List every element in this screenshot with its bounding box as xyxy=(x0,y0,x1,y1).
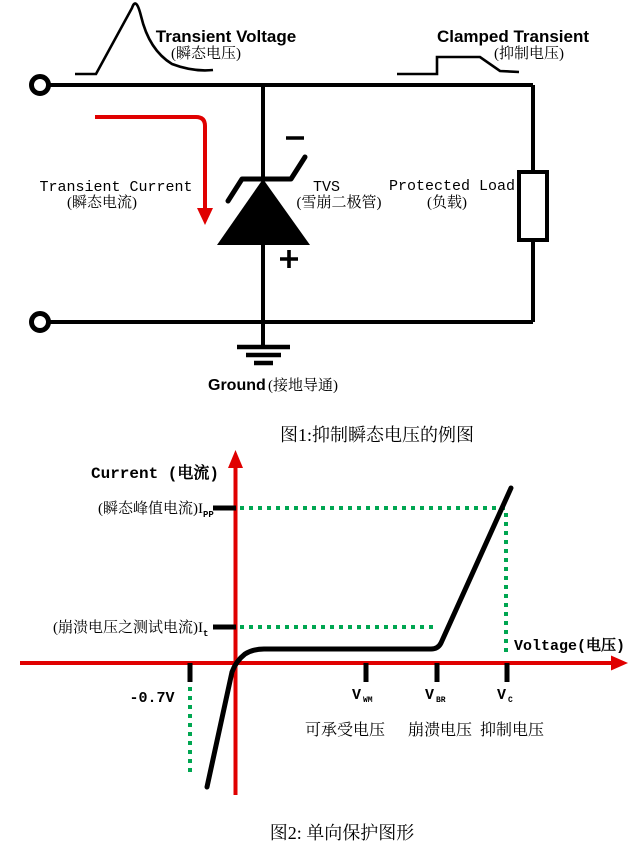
vc-label: V xyxy=(497,687,507,704)
iv-curve xyxy=(207,488,511,787)
tvs-label-zh: (雪崩二极管) xyxy=(296,195,382,211)
terminal-top-left xyxy=(32,77,49,94)
tvs-triangle xyxy=(217,179,310,245)
it-label-subscript: t xyxy=(203,629,209,639)
figure1-caption: 图1:抑制瞬态电压的例图 xyxy=(280,425,474,445)
terminal-bottom-left xyxy=(32,314,49,331)
tvs-label-en: TVS xyxy=(313,179,341,196)
vc-label-subscript: C xyxy=(508,696,513,705)
transient-current-label-zh: (瞬态电流) xyxy=(67,195,137,211)
ground-label-en: Ground xyxy=(208,377,266,394)
x-axis-arrowhead xyxy=(611,656,628,671)
vbr-label: V xyxy=(425,687,435,704)
transient-current-arrowhead xyxy=(197,208,213,225)
vc-zh-label: 抑制电压 xyxy=(479,722,545,739)
clamped-transient-label-en: Clamped Transient xyxy=(436,27,590,46)
transient-current-label-en: Transient Current xyxy=(39,179,193,196)
figure2-caption: 图2: 单向保护图形 xyxy=(269,823,415,843)
transient-voltage-label-zh: (瞬态电压) xyxy=(171,46,241,62)
vwm-zh-label: 可承受电压 xyxy=(304,722,386,739)
vbr-zh-label: 崩溃电压 xyxy=(407,722,473,739)
vbr-label-subscript: BR xyxy=(436,696,446,705)
ground-symbol xyxy=(237,347,290,363)
protected-load-label-en: Protected Load xyxy=(388,178,516,195)
vwm-label: V xyxy=(352,687,362,704)
load-resistor xyxy=(519,172,547,240)
protected-load-label-zh: (负载) xyxy=(427,195,467,211)
current-axis-label: Current (电流) xyxy=(90,465,220,483)
plus-sign-shape xyxy=(280,250,298,268)
ipp-label-subscript: PP xyxy=(203,510,214,520)
figure2-iv-curve xyxy=(20,450,628,843)
ipp-label: (瞬态峰值电流)I xyxy=(98,501,203,517)
neg07-label: -0.7V xyxy=(129,690,175,707)
voltage-axis-label: Voltage(电压) xyxy=(514,638,626,655)
it-label: (崩溃电压之测试电流)I xyxy=(53,620,203,636)
figure1-circuit xyxy=(32,4,590,446)
vwm-label-subscript: WM xyxy=(363,696,373,705)
y-axis-arrowhead xyxy=(228,450,243,468)
transient-voltage-label-en: Transient Voltage xyxy=(155,27,297,46)
clamped-transient-label-zh: (抑制电压) xyxy=(494,46,564,62)
ground-label-zh: (接地导通) xyxy=(268,378,338,394)
